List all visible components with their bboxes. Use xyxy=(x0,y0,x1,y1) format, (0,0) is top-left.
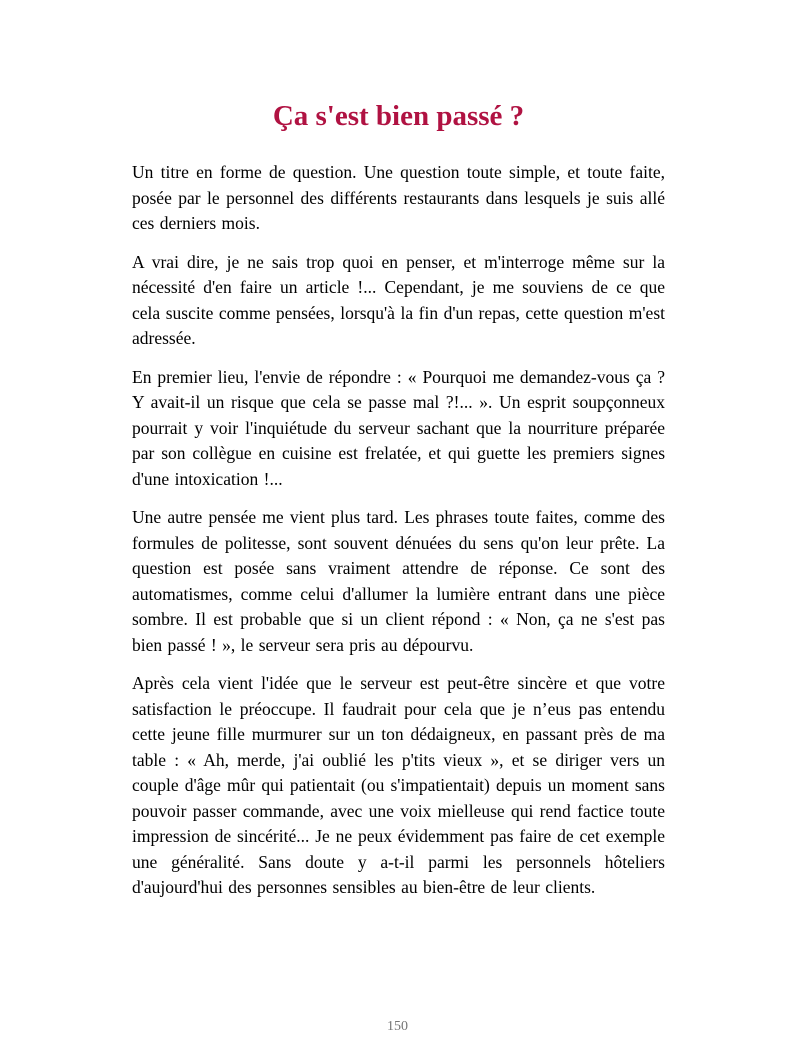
text-column xyxy=(0,96,795,901)
page-number: 150 xyxy=(387,1019,408,1034)
page-title: Ça s'est bien passé ? xyxy=(272,100,525,132)
paragraph-1: Un titre en forme de question. Une question toute simple, et toute faite, posée par le personnel des différents restaurants dans lesquels je suis allé ces derniers mois. xyxy=(132,162,665,233)
paragraph-4: Une autre pensée me vient plus tard. Les phrases toute faites, comme des formules de politesse, sont souvent dénuées du sens qu'on leur prête. La question est posée sans vraiment attendre de réponse. Ce sont des automatismes, comme celui d'allumer la lumière entrant dans une pièce sombre. Il est probable que si un client répond : « Non, ça ne s'est pas bien passé ! », le serveur sera pris au dépourvu. xyxy=(132,507,665,655)
paragraph-3: En premier lieu, l'envie de répondre : « Pourquoi me demandez-vous ça ? Y avait-il un risque que cela se passe mal ?!... ». Un esprit soupçonneux pourrait y voir l'inquiétude du serveur sachant que la nourriture préparée par son collègue en cuisine est frelatée, et qui guette les premiers signes d'une intoxication !... xyxy=(132,366,665,489)
paragraph-2: A vrai dire, je ne sais trop quoi en penser, et m'interroge même sur la nécessité d'en faire un article !... Cependant, je me souviens de ce que cela suscite comme pensées, lorsqu'à la fin d'un repas, cette question m'est adressée. xyxy=(132,251,665,348)
paragraph-5: Après cela vient l'idée que le serveur est peut-être sincère et que votre satisfaction le préoccupe. Il faudrait pour cela que je n’eus pas entendu cette jeune fille murmurer sur un ton dédaigneux, en passant près de ma table : « Ah, merde, j'ai oublié les p'tits vieux », et se diriger vers un couple d'âge mûr qui patientait (ou s'impatientait) depuis un moment sans pouvoir passer commande, avec une voix mielleuse qui rend factice toute impression de sincérité... Je ne peux évidemment pas faire de cet exemple une généralité. Sans doute y a-t-il parmi les personnels hôteliers d'aujourd'hui des personnes sensibles au bien-être de leur clients. xyxy=(132,673,665,897)
